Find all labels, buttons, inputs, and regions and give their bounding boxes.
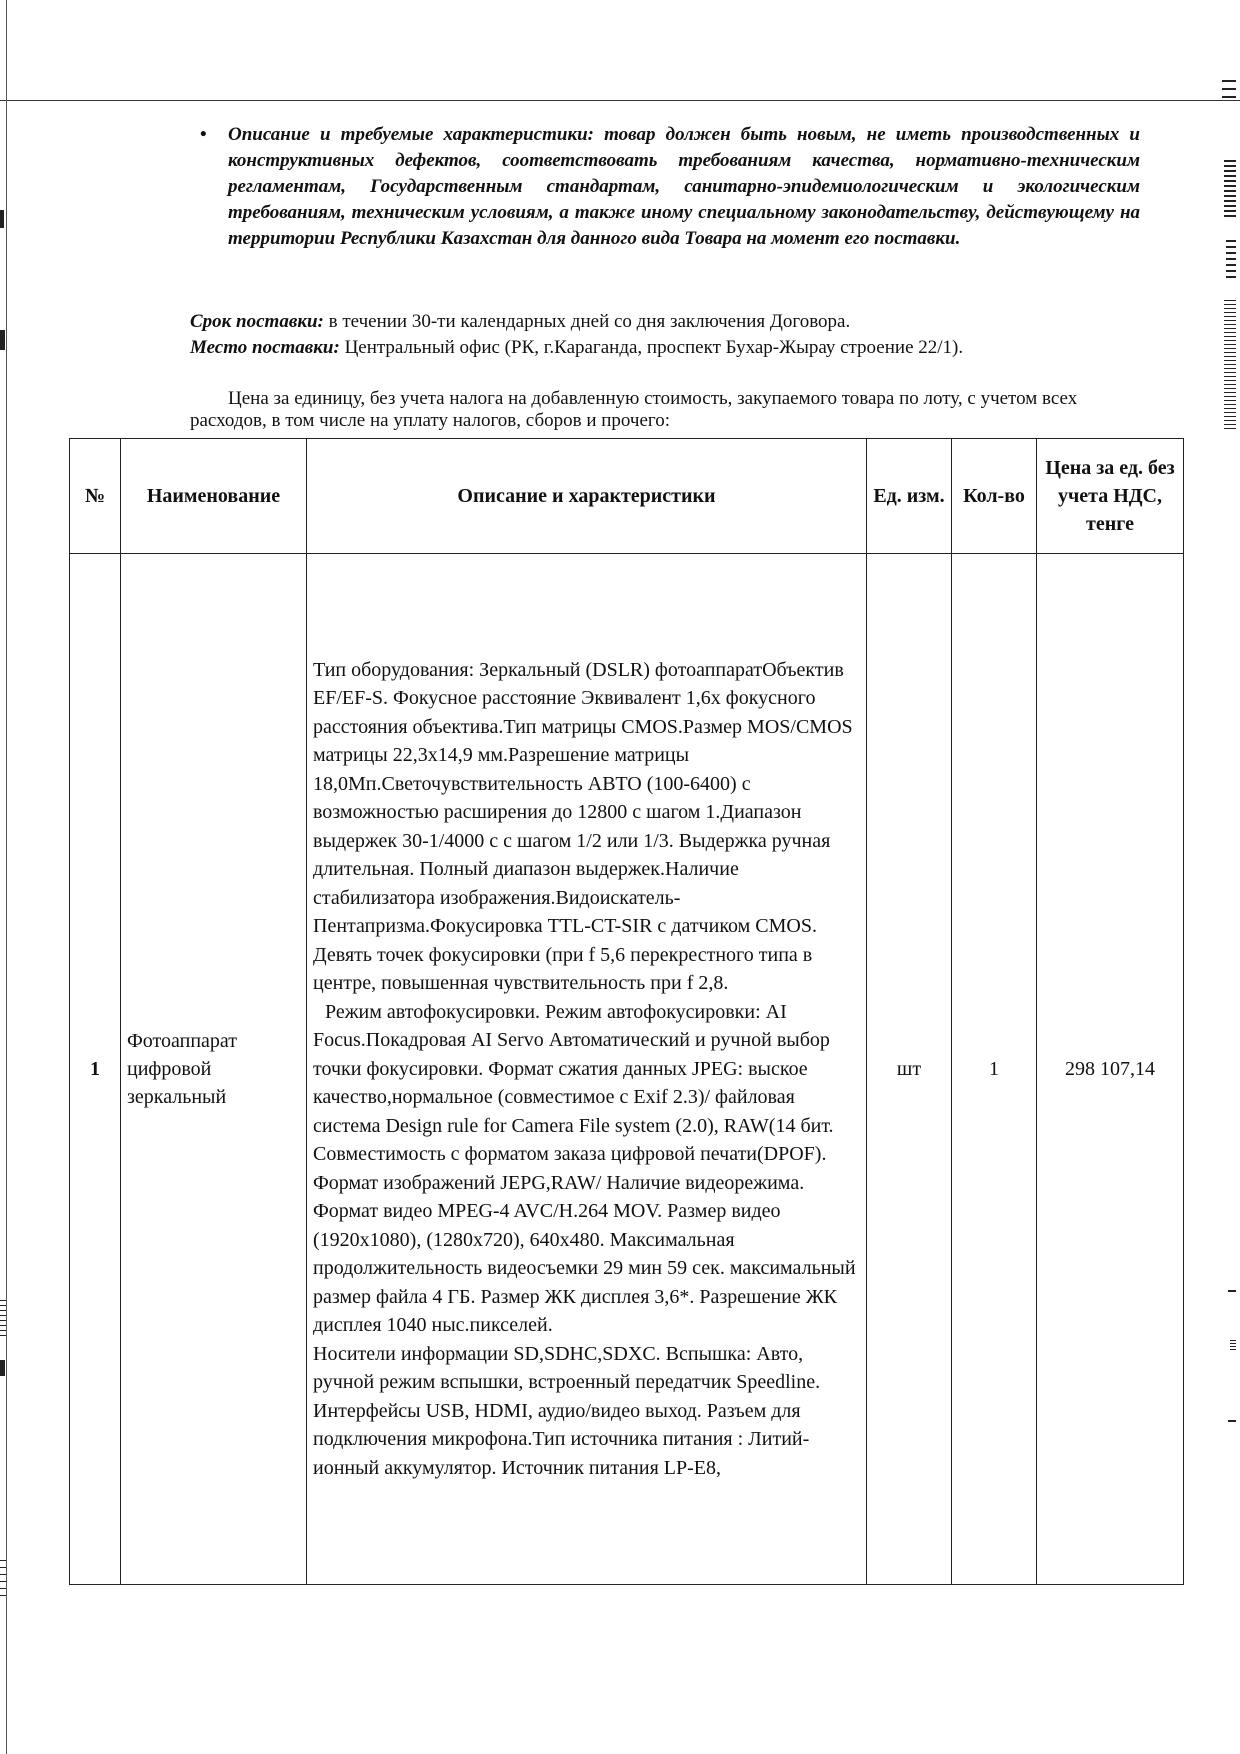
delivery-place-label: Место поставки: — [190, 337, 340, 358]
scan-edge-marks-right — [1214, 0, 1240, 1754]
table-row — [70, 554, 1184, 1585]
description-part-1: Тип оборудования: Зеркальный (DSLR) фотоаппаратОбъектив EF/EF-S. Фокусное расстояние Эквивалент 1,6х фокусного расстояния объектива.Тип матрицы CMOS.Размер MOS/CMOS матрицы 22,3х14,9 мм.Разрешение матрицы 18,0Мп.Светочувствительность АВТО (100-6400) с возможностью расширения до 12800 с шагом 1.Диапазон выдержек 30-1/4000 с с шагом 1/2 или 1/3. Выдержка ручная длительная. Полный диапазон выдержек.Наличие стабилизатора изображения.Видоискатель-Пентапризма.Фокусировка TTL-CT-SIR с датчиком CMOS. Девять точек фокусировки (при f 5,6 перекрестного типа в центре, повышенная чувствительность при f 2,8. — [313, 658, 853, 995]
scan-border-left — [6, 0, 7, 1754]
description-part-2: Режим автофокусировки. Режим автофокусировки: AI Focus.Покадровая AI Servo Автоматический и ручной выбор точки фокусировки. Формат сжатия данных JPEG: выское качество,нормальное (совместимое с Exif 2.3)/ файловая система Design rule for Camera File system (2.0), RAW(14 бит. Совместимость с форматом заказа цифровой печати(DPOF). Формат изображений JEPG,RAW/ Наличие видеорежима. Формат видео MPEG-4 AVC/H.264 MOV. Размер видео (1920х1080), (1280х720), 640х480. Максимальная продолжительность видеосъемки 29 мин 59 сек. максимальный размер файла 4 ГБ. Размер ЖК дисплея 3,6*. Разрешение ЖК дисплея 1040 ныс.пикселей. — [313, 1000, 856, 1337]
header-num: № — [70, 439, 121, 554]
requirements-paragraph — [200, 122, 1140, 252]
specification-table — [69, 438, 1184, 1585]
delivery-term-value: в течении 30-ти календарных дней со дня заключения Договора. — [323, 311, 851, 332]
cell-price: 298 107,14 — [1037, 554, 1184, 1585]
header-unit: Ед. изм. — [867, 439, 952, 554]
delivery-term-label: Срок поставки: — [190, 311, 324, 332]
description-part-3: Носители информации SD,SDHC,SDXC. Вспышка: Авто, ручной режим вспышки, встроенный передатчик Speedline. Интерфейсы USB, HDMI, аудио/видео выход. Разъем для подключения микрофона.Тип источника питания : Литий-ионный аккумулятор. Источник питания LP-E8, — [313, 1342, 821, 1479]
delivery-place-value: Центральный офис (РК, г.Караганда, проспект Бухар-Жырау строение 22/1). — [339, 337, 964, 358]
scan-border-top — [0, 100, 1240, 101]
cell-unit: шт — [867, 554, 952, 1585]
cell-qty: 1 — [952, 554, 1037, 1585]
bullet-marker: • — [200, 124, 207, 145]
delivery-term-line — [190, 310, 1150, 334]
header-name: Наименование — [121, 439, 307, 554]
header-qty: Кол-во — [952, 439, 1037, 554]
table-header-row — [70, 439, 1184, 554]
cell-num: 1 — [70, 554, 121, 1585]
cell-name: Фотоаппарат цифровой зеркальный — [121, 554, 307, 1585]
header-price: Цена за ед. без учета НДС, тенге — [1037, 439, 1184, 554]
cell-description — [307, 554, 867, 1585]
header-desc: Описание и характеристики — [307, 439, 867, 554]
price-note: Цена за единицу, без учета налога на добавленную стоимость, закупаемого товара по лоту, с учетом всех расходов, в том числе на уплату налогов, сборов и прочего: — [190, 388, 1078, 431]
delivery-place-line — [190, 336, 1150, 360]
requirements-text: Описание и требуемые характеристики: товар должен быть новым, не иметь производственных и конструктивных дефектов, соответствовать требованиям качества, нормативно-техническим регламентам, Государственным стандартам, санитарно-эпидемиологическим и экологическим требованиям, техническим условиям, а также иному специальному законодательству, действующему на территории Республики Казахстан для данного вида Товара на момент его поставки. — [228, 124, 1140, 249]
